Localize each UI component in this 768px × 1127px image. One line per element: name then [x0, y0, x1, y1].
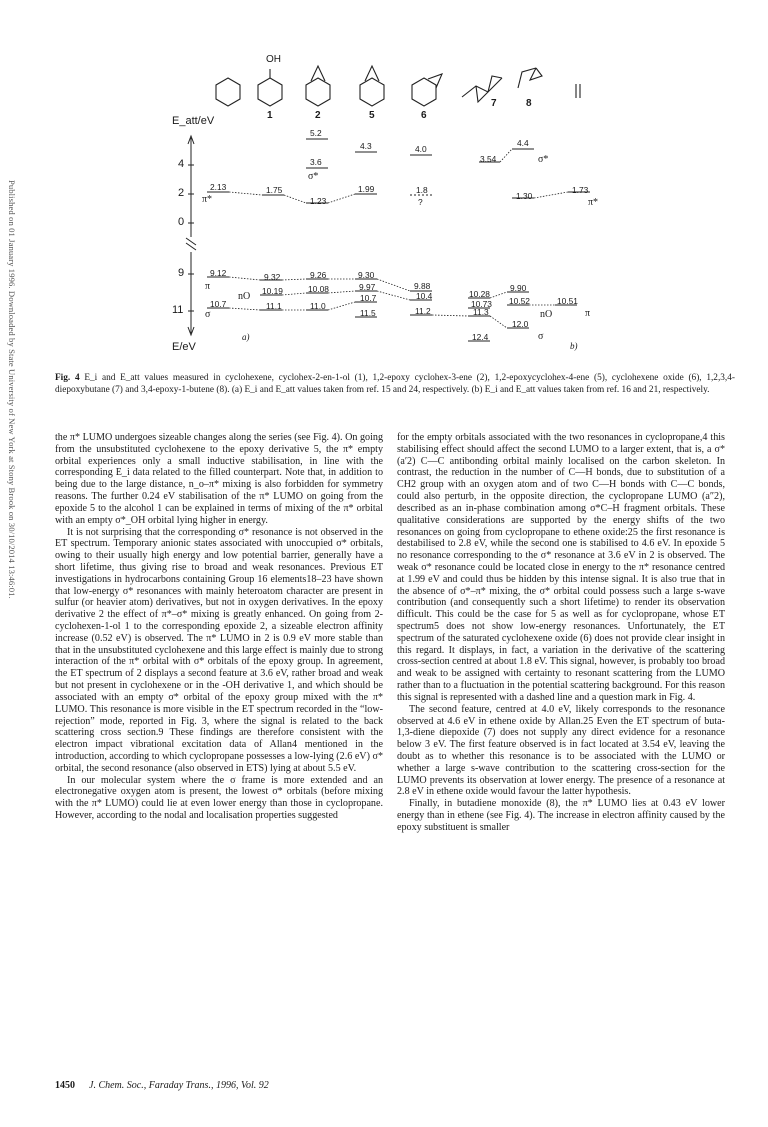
n-o-label-a: nO	[238, 291, 251, 302]
level-value: 5.2	[310, 128, 322, 138]
level-value: 4.4	[517, 138, 529, 148]
oh-label: OH	[266, 54, 281, 65]
level-value: 9.32	[264, 272, 281, 282]
level-value: 2.13	[210, 182, 227, 192]
molecule-label-7: 7	[491, 98, 497, 109]
level-value: 12.4	[472, 332, 489, 342]
paragraph: In our molecular system where the σ frame is more extended and an electronegative oxygen atom is present, the lowest σ* orbitals (before mixing with the π* LUMO) could lie at even lower energy than those in cyclopropane. However, according to the nodal and localisation properties suggested	[55, 774, 383, 821]
level-value: 1.8	[416, 185, 428, 195]
pi-label-a: π	[205, 281, 211, 292]
molecule-label-1: 1	[267, 110, 273, 121]
tick-9: 9	[178, 267, 185, 279]
tick-4: 4	[178, 158, 185, 170]
level-value: 10.19	[262, 286, 283, 296]
level-value: 1.73	[572, 185, 589, 195]
level-value: 1.23	[310, 196, 327, 206]
paragraph: The second feature, centred at 4.0 eV, likely corresponds to the resonance observed at 4.6 eV in ethene oxide by Allan.25 Even the ET spectrum of buta-1,3-diene diepoxide (7) does not supply any direct evidence for a resonance below 3 eV. The first feature observed is in fact located at 3.54 eV, leaving the doubt as to whether this resonance is to be associated with the LUMO or whether a large s-wave contribution to the scattering cross-section for the LUMO prevents its observation at lower energy. The presence of a resonance at 2.8 eV in ethene oxide would favour the latter hypothesis.	[397, 703, 725, 798]
level-value: 10.73	[471, 299, 492, 309]
level-value: 1.99	[358, 184, 375, 194]
paragraph: the π* LUMO undergoes sizeable changes along the series (see Fig. 4). On going from the unsubstituted cyclohexene to the epoxy derivative 5, the π* empty orbital experiences only a small inductive stabilisation, in line with the corresponding E_i data related to the filled counterpart. Note that, in addition to being due to the large distance, n_o–π* mixing is also forbidden for symmetry reasons. The further 0.24 eV stabilisation of the π* LUMO on going from the epoxide 5 to the alcohol 1 can be explained in terms of mixing of the π* orbital with an empty σ*_OH orbital lying higher in energy.	[55, 432, 383, 526]
level-value: 11.0	[310, 301, 326, 311]
level-value: 9.30	[358, 270, 375, 280]
n-o-label-b: nO	[540, 309, 553, 320]
left-column	[55, 432, 383, 822]
right-column	[397, 432, 725, 834]
journal-citation: J. Chem. Soc., Faraday Trans., 1996, Vol. 92	[89, 1080, 269, 1091]
page-footer	[55, 1080, 269, 1091]
download-notice	[3, 180, 17, 920]
sigma-label-b: σ	[538, 331, 544, 342]
download-notice-text: Published on 01 January 1996. Downloaded by State University of New York at Stony Brook on 30/10/2014 13:46:01.	[7, 180, 17, 599]
level-value: 11.5	[360, 308, 376, 318]
structure-7	[462, 78, 502, 97]
level-value: 1.30	[516, 191, 533, 201]
sigma-star-label-b: σ*	[538, 154, 549, 165]
structure-6	[412, 78, 436, 106]
level-value: 10.7	[360, 293, 377, 303]
panel-a-label: a)	[242, 332, 250, 342]
molecule-label-5: 5	[369, 110, 375, 121]
y-axis-top-label: E_att/eV	[172, 115, 215, 127]
structure-1	[258, 78, 282, 106]
sigma-star-label-a: σ*	[308, 171, 319, 182]
level-value: 3.6	[310, 157, 322, 167]
level-value: 9.12	[210, 268, 227, 278]
structure-8	[518, 68, 536, 88]
figure-4	[150, 52, 650, 362]
caption-lead: Fig. 4	[55, 373, 80, 383]
page-number: 1450	[55, 1080, 75, 1091]
level-value: 11.2	[415, 306, 431, 316]
level-value: ?	[418, 197, 423, 207]
figure-caption	[55, 373, 735, 396]
paragraph: Finally, in butadiene monoxide (8), the π* LUMO lies at 0.43 eV lower energy than in ethene (see Fig. 4). The increase in electron affinity caused by the epoxy substituent is smaller	[397, 798, 725, 833]
pi-star-label-a: π*	[202, 194, 213, 205]
sigma-label-a: σ	[205, 309, 211, 320]
level-value: 12.0	[512, 319, 529, 329]
level-value: 10.7	[210, 299, 227, 309]
level-value: 1.75	[266, 185, 283, 195]
level-value: 4.3	[360, 141, 372, 151]
level-value: 11.3	[473, 307, 489, 317]
tick-2: 2	[178, 187, 185, 199]
caption-text: E_i and E_att values measured in cyclohexene, cyclohex-2-en-1-ol (1), 1,2-epoxy cyclohex-3-ene (2), 1,2-epoxycyclohex-4-ene (5), cyclohexene oxide (6), 1,2,3,4-diepoxybutane (7) and 3,4-epoxy-1-butene (8). (a) E_i and E_att values taken from ref. 15 and 24, respectively. (b) E_i and E_att values taken from ref. 16 and 21, respectively.	[55, 373, 735, 395]
level-value: 9.90	[510, 283, 527, 293]
level-value: 10.08	[308, 284, 329, 294]
level-value: 10.52	[509, 296, 530, 306]
level-value: 10.51	[557, 296, 578, 306]
level-value: 4.0	[415, 144, 427, 154]
molecule-label-8: 8	[526, 98, 532, 109]
level-value: 9.88	[414, 281, 431, 291]
y-axis-bottom-label: E/eV	[172, 341, 196, 353]
tick-0: 0	[178, 216, 185, 228]
level-value: 11.1	[266, 301, 282, 311]
energy-level-diagram	[150, 52, 650, 362]
level-value: 10.28	[469, 289, 490, 299]
tick-11: 11	[172, 304, 184, 316]
molecule-label-6: 6	[421, 110, 427, 121]
structure-5	[360, 78, 384, 106]
panel-b-label: b)	[570, 341, 578, 351]
paragraph: It is not surprising that the corresponding σ* resonance is not observed in the ET spectrum. Temporary anionic states associated with unoccupied σ* orbitals, owing to their usually high energy and low potential barrier, generally have a short lifetime, thus giving rise to broad and weak resonances. Previous ET investigations in hydrocarbons containing Group 16 elements18–23 have shown that low-energy σ* resonances with mainly heteroatom character are present in sulfur (or heavier atom) derivatives, but not in oxygen derivatives. In the epoxy derivative 2 the effect of π*–σ* mixing is greatly enhanced. On going from 2-cyclohexen-1-ol 1 to the corresponding epoxide 2, a sizeable electron affinity increase (0.52 eV) is observed. The π* LUMO in 2 is 0.9 eV more stable than that in the unsubstituted cyclohexene and this large effect is mainly due to strong interaction of the π* orbital with σ* orbitals of the epoxy group. In agreement, the ET spectrum of 2 displays a second feature at 3.6 eV, rather broad and weak but not present in cyclohexene or in the -OH derivative 1, and which should be associated with an empty σ* orbital of the epoxy group mixed with the π* LUMO. This resonance is more visible in the ET spectrum recorded in the “low-rejection” mode, reported in Fig. 3, where the signal is related to the back scattering cross section.9 These findings are therefore consistent with the electron impact vibrational excitation data of Allan4 mentioned in the introduction, according to which cyclopropane possesses a low-lying (2.6 eV) σ* orbital, the second resonance (also observed in ETS) lying at about 5.5 eV.	[55, 526, 383, 774]
level-value: 3.54	[480, 154, 497, 164]
pi-star-label-b: π*	[588, 197, 599, 208]
structure-cyclohexene	[216, 78, 240, 106]
paragraph: for the empty orbitals associated with the two resonances in cyclopropane,4 this stabilising effect should affect the second LUMO to a larger extent, that is, a σ*(a′2) C—C antibonding orbital mainly localised on the carbon skeleton. In contrast, the reduction in the number of C—H bonds, due to substitution of a CH2 group with an oxygen atom and of two C—H bonds with C—C bonds, could also perturb, in the opposite direction, the cyclopropane LUMO (a″2), described as an in-phase combination among σ*C–H fragment orbitals. These qualitative considerations are supported by the energy shifts of the two resonances on going from cyclopropane to ethene oxide:25 the first resonance is destabilised to 2.8 eV, while the second one is stabilised to 4.6 eV. In epoxide 5 no resonance corresponding to the σ* resonance at 3.6 eV in 2 is observed. The weak σ* resonance could be located close in energy to the π* resonance centred at 1.99 eV and could thus be hidden by this intense signal. It is also true that in the absence of σ*–π* mixing, the σ* orbital could possess such a large s-wave contribution (and consequently such a short lifetime) to render its observation difficult. This could be the case for 5 as well as for cyclopropane, whose ET spectrum5 does not show low-energy resonances. Unfortunately, the ET spectrum of the saturated cyclohexene oxide (6) does not provide clear insight in this regard. It displays, in fact, a variation in the derivative of the scattering cross-section centred at about 1.8 eV. This signal, however, is probably too broad and weak to be assigned with certainty to resonant scattering from the LUMO rather than to a fluctuation in the potential scattering background. For this reason this signal is represented with a dashed line and a question mark in Fig. 4.	[397, 432, 725, 703]
level-value: 9.26	[310, 270, 327, 280]
structure-2	[306, 78, 330, 106]
pi-label-b: π	[585, 308, 591, 319]
molecule-label-2: 2	[315, 110, 321, 121]
level-value: 10.4	[416, 291, 433, 301]
level-value: 9.97	[359, 282, 376, 292]
